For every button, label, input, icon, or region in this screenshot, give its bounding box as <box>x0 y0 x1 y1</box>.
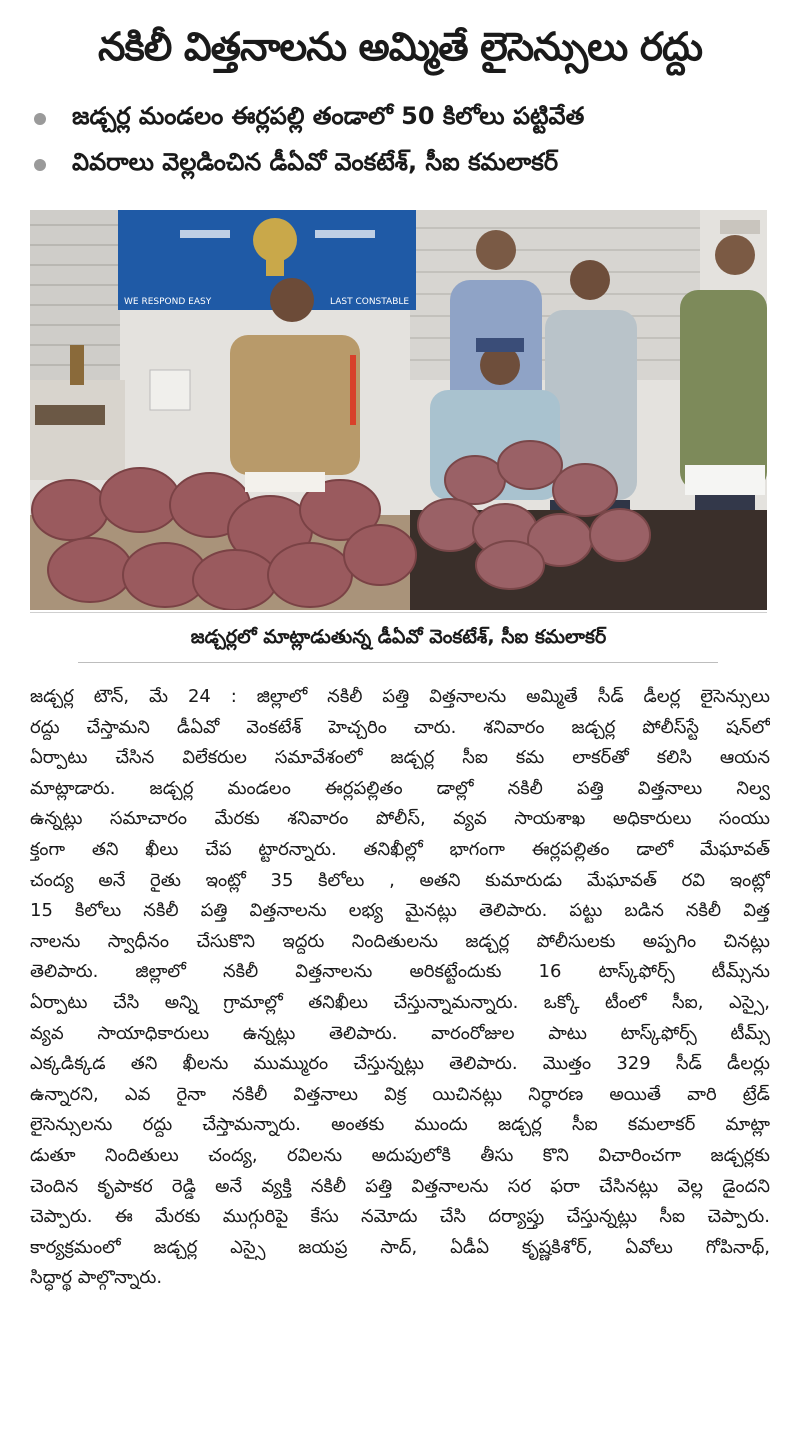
article-line: ఏర్పాటు చేసి అన్ని గ్రామాల్లో తనిఖీలు చేస్తున్నామన్నారు. ఒక్కో టీంలో సీఐ, ఎస్సై, <box>30 991 770 1013</box>
subhead-1 <box>30 96 770 142</box>
article-line: 15 కిలోలు నకిలీ పత్తి విత్తనాలను లభ్య మైనట్లు తెలిపారు. పట్టు బడిన నకిలీ విత్త <box>30 900 770 922</box>
banner-text-2: LAST CONSTABLE <box>330 297 410 307</box>
bullet-icon <box>34 113 46 125</box>
banner-text: WE RESPOND EASY <box>124 297 212 307</box>
article-line: రద్దు చేస్తామని డీఏవో వెంకటేశ్ హెచ్చరిం చారు. శనివారం జడ్చర్ల పోలీస్‌స్టే షన్‌లో <box>30 716 770 738</box>
subhead-2 <box>30 142 770 188</box>
subheads <box>30 96 770 188</box>
photo-caption: జడ్చర్లలో మాట్లాడుతున్న డీఏవో వెంకటేశ్, సీఐ కమలాకర్ <box>190 626 607 648</box>
subhead-text: జడ్చర్ల మండలం ఈర్లపల్లి తండాలో 50 కిలోలు పట్టివేత <box>72 102 585 130</box>
news-photo <box>30 210 767 610</box>
article-line: కార్యక్రమంలో జడ్చర్ల ఎస్సై జయప్ర సాద్, ఏడీఏ కృష్ణకిశోర్, ఏవోలు గోపినాథ్, <box>30 1236 770 1258</box>
article-line: క్తంగా తని ఖీలు చేప ట్టారన్నారు. తనిఖీల్లో భాగంగా ఈర్లపల్లితం డాలో మేఘావత్ <box>30 838 770 860</box>
article-line: లైసెన్సులను రద్దు చేస్తామన్నారు. అంతకు ముందు జడ్చర్ల సీఐ కమలాకర్ మాట్లా <box>30 1114 770 1136</box>
article-line: డుతూ నిందితులు చంద్య, రవిలను అదుపులోకి తీసు కొని విచారించగా జడ్చర్లకు <box>30 1144 770 1166</box>
article-line: చెందిన కృపాకర రెడ్డి అనే వ్యక్తి నకిలీ పత్తి విత్తనాలను సర ఫరా చేసినట్లు వెల్ల డైందని <box>30 1175 770 1197</box>
article-line: చంద్య అనే రైతు ఇంట్లో 35 కిలోలు , అతని కుమారుడు మేఘావత్ రవి ఇంట్లో <box>30 869 770 891</box>
article-line: సిద్ధార్థ పాల్గొన్నారు. <box>30 1267 163 1289</box>
headline: నకిలీ విత్తనాలను అమ్మితే లైసెన్సులు రద్దు <box>97 25 703 70</box>
article-line: తెలిపారు. జిల్లాలో నకిలీ విత్తనాలను అరికట్టేందుకు 16 టాస్క్‌ఫోర్స్ టీమ్స్‌ను <box>30 961 770 983</box>
subhead-text: వివరాలు వెల్లడించిన డీఏవో వెంకటేశ్, సీఐ కమలాకర్ <box>72 148 559 176</box>
article-line: చెప్పారు. ఈ మేరకు ముగ్గురిపై కేసు నమోదు చేసి దర్యాప్తు చేస్తున్నట్లు సీఐ చెప్పారు. <box>30 1206 770 1228</box>
article-line: వ్యవ సాయాధికారులు ఉన్నట్లు తెలిపారు. వారంరోజుల పాటు టాస్క్‌ఫోర్స్ టీమ్స్ <box>30 1022 770 1044</box>
bullet-icon <box>34 159 46 171</box>
article-line: మాట్లాడారు. జడ్చర్ల మండలం ఈర్లపల్లితం డాల్లో నకిలీ పత్తి విత్తనాలు నిల్వ <box>30 777 770 799</box>
article-line: నాలను స్వాధీనం చేసుకొని ఇద్దరు నిందితులను జడ్చర్ల పోలీసులకు అప్పగిం చినట్లు <box>30 930 770 952</box>
article-line: జడ్చర్ల టౌన్, మే 24 : జిల్లాలో నకిలీ పత్తి విత్తనాలను అమ్మితే సీడ్ డీలర్ల లైసెన్సులు <box>30 686 770 707</box>
divider <box>78 662 718 663</box>
article-line: ఎక్కడిక్కడ తని ఖీలను ముమ్మురం చేస్తున్నట్లు తెలిపారు. మొత్తం 329 సీడ్ డీలర్లు <box>30 1053 770 1075</box>
article-line: ఏర్పాటు చేసిన విలేకరుల సమావేశంలో జడ్చర్ల సీఐ కమ లాకర్‌తో కలిసి ఆయన <box>30 747 770 769</box>
article-line: ఉన్నట్లు సమాచారం మేరకు శనివారం పోలీస్, వ్యవ సాయశాఖ అధికారులు సంయు <box>30 808 770 830</box>
news-photo-illustration <box>30 210 767 610</box>
article-body <box>30 682 770 1294</box>
divider <box>30 612 767 613</box>
article-line: ఉన్నారని, ఎవ రైనా నకిలీ విత్తనాలు విక్ర యిచినట్లు నిర్ధారణ అయితే వారి ట్రేడ్ <box>30 1083 770 1105</box>
